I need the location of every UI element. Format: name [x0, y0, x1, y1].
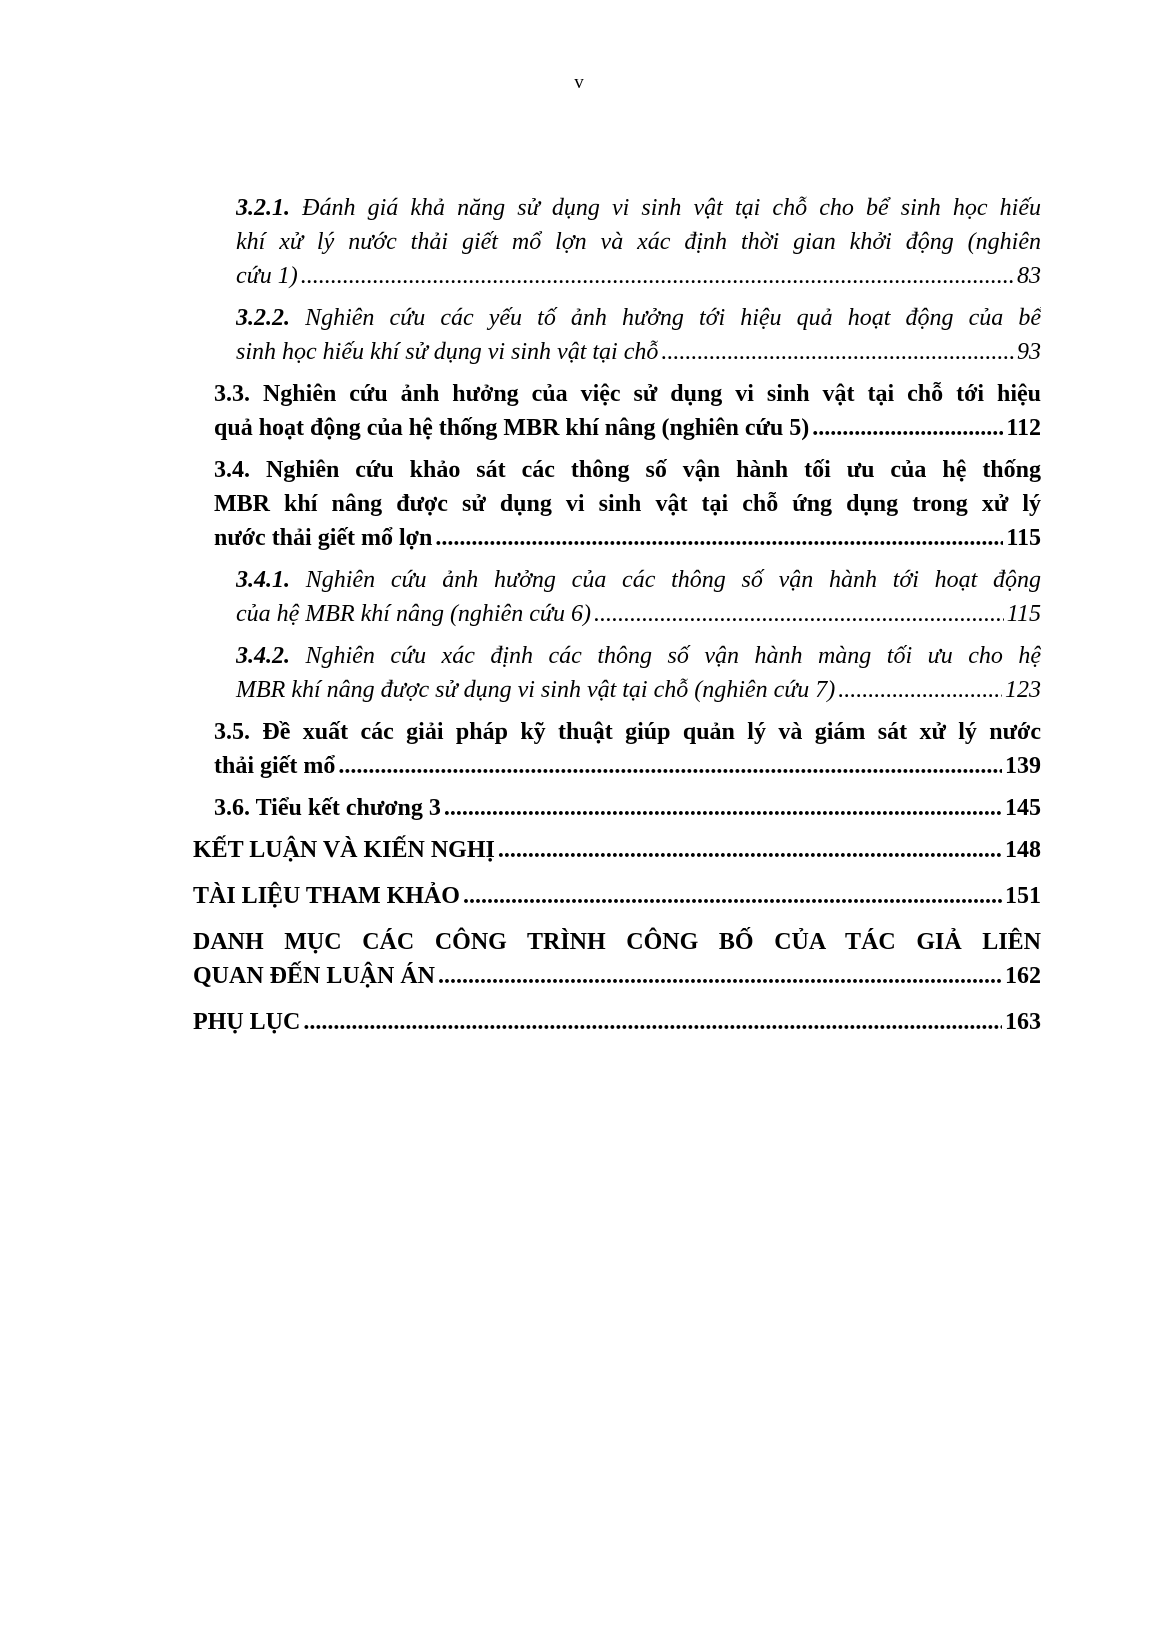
dot-leader	[594, 597, 1004, 631]
dot-leader	[303, 1005, 1002, 1039]
toc-entry-title-line: Nghiên cứu khảo sát các thông số vận hành tối ưu của hệ thống	[265, 457, 1041, 483]
toc-entry-3-2-2[interactable]	[236, 301, 1041, 369]
toc-page-number: 163	[1005, 1009, 1041, 1035]
toc-page-number: 115	[1006, 601, 1041, 627]
toc-page-number: 112	[1006, 415, 1041, 441]
toc-entry-number: 3.4.1.	[236, 567, 290, 593]
toc-entry-3-5[interactable]	[214, 715, 1041, 783]
toc-entry-title-line: Nghiên cứu các yếu tố ảnh hưởng tới hiệu quả hoạt động của bể	[305, 305, 1041, 331]
toc-entry-title-line: PHỤ LỤC	[193, 1009, 301, 1035]
toc-entry-title-line: Đánh giá khả năng sử dụng vi sinh vật tại chỗ cho bể sinh học hiếu	[302, 195, 1041, 221]
toc-entry-ket-luan[interactable]	[193, 833, 1041, 867]
dot-leader	[812, 411, 1003, 445]
dot-leader	[438, 959, 1002, 993]
toc-entry-title-line: Nghiên cứu ảnh hưởng của các thông số vận hành tới hoạt động	[305, 567, 1041, 593]
toc-entry-title-line: của hệ MBR khí nâng (nghiên cứu 6)	[236, 601, 591, 627]
toc-page-number: 148	[1005, 837, 1041, 863]
toc-entry-title-line: Đề xuất các giải pháp kỹ thuật giúp quản lý và giám sát xử lý nước	[262, 719, 1041, 745]
dot-leader	[301, 259, 1014, 293]
toc-entry-3-4-2[interactable]	[236, 639, 1041, 707]
dot-leader	[838, 673, 1002, 707]
toc-entry-number: 3.2.1.	[236, 195, 290, 221]
toc-entry-title-line: DANH MỤC CÁC CÔNG TRÌNH CÔNG BỐ CỦA TÁC GIẢ LIÊN	[193, 929, 1041, 955]
dot-leader	[435, 521, 1003, 555]
toc-entry-title-line: MBR khí nâng được sử dụng vi sinh vật tại chỗ (nghiên cứu 7)	[236, 677, 836, 703]
toc-entry-title-line: TÀI LIỆU THAM KHẢO	[193, 883, 460, 909]
toc-entry-title-line: KẾT LUẬN VÀ KIẾN NGHỊ	[193, 837, 495, 863]
page-number: v	[574, 72, 584, 93]
toc-entry-3-3[interactable]	[214, 377, 1041, 445]
toc-entry-title-line: nước thải giết mổ lợn	[214, 525, 433, 551]
toc-entry-number: 3.3.	[214, 381, 250, 407]
toc-entry-title-line: Tiểu kết chương 3	[255, 795, 441, 821]
dot-leader	[338, 749, 1002, 783]
toc-entry-title-line: Nghiên cứu xác định các thông số vận hành màng tối ưu cho hệ	[305, 643, 1041, 669]
toc-entry-title-line: QUAN ĐẾN LUẬN ÁN	[193, 963, 436, 989]
toc-entry-title-line: thải giết mổ	[214, 753, 336, 779]
toc-entry-phu-luc[interactable]	[193, 1005, 1041, 1039]
toc-page-number: 83	[1017, 263, 1041, 289]
toc-page-number: 93	[1017, 339, 1041, 365]
toc-entry-number: 3.4.2.	[236, 643, 290, 669]
toc-page-number: 123	[1005, 677, 1041, 703]
dot-leader	[463, 879, 1002, 913]
dot-leader	[444, 791, 1002, 825]
toc-entry-title-line: khí xử lý nước thải giết mổ lợn và xác định thời gian khởi động (nghiên	[236, 229, 1041, 255]
toc-page-number: 162	[1005, 963, 1041, 989]
toc-entry-number: 3.5.	[214, 719, 250, 745]
toc-entry-number: 3.4.	[214, 457, 250, 483]
toc-entry-3-6[interactable]	[214, 791, 1041, 825]
dot-leader	[498, 833, 1002, 867]
dot-leader	[661, 335, 1014, 369]
toc-entry-title-line: quả hoạt động của hệ thống MBR khí nâng (nghiên cứu 5)	[214, 415, 810, 441]
toc-entry-3-2-1[interactable]	[236, 191, 1041, 293]
toc-page-number: 115	[1006, 525, 1041, 551]
toc-entry-title-line: Nghiên cứu ảnh hưởng của việc sử dụng vi sinh vật tại chỗ tới hiệu	[262, 381, 1041, 407]
toc-entry-tai-lieu[interactable]	[193, 879, 1041, 913]
toc-page-number: 145	[1005, 795, 1041, 821]
toc-entry-danh-muc[interactable]	[193, 925, 1041, 993]
toc-entry-number: 3.6.	[214, 795, 250, 821]
toc-entry-title-line: cứu 1)	[236, 263, 298, 289]
toc-entry-title-line: MBR khí nâng được sử dụng vi sinh vật tại chỗ ứng dụng trong xử lý	[214, 491, 1041, 517]
table-of-contents	[0, 191, 1158, 1051]
toc-entry-3-4-1[interactable]	[236, 563, 1041, 631]
toc-entry-title-line: sinh học hiếu khí sử dụng vi sinh vật tại chỗ	[236, 339, 659, 365]
toc-entry-number: 3.2.2.	[236, 305, 290, 331]
toc-page-number: 151	[1005, 883, 1041, 909]
toc-entry-3-4[interactable]	[214, 453, 1041, 555]
toc-page-number: 139	[1005, 753, 1041, 779]
